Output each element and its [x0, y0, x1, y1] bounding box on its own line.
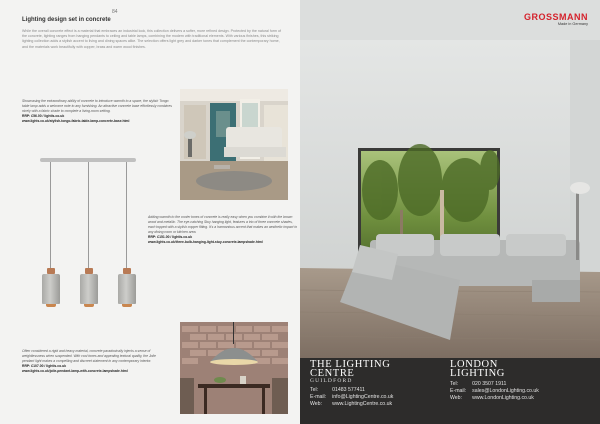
contact-label: Web: — [310, 401, 323, 408]
contact-label: E-mail: — [310, 394, 327, 401]
brick-wall-photo — [180, 322, 288, 414]
contact-label: E-mail: — [450, 388, 467, 395]
product-price: RRP: £151.00 / lightls.co.uk — [148, 235, 193, 239]
brand-tagline: Made in Germany — [557, 22, 588, 26]
product-price: RRP: £56.00 / lightls.co.uk — [22, 114, 65, 118]
product-link[interactable]: www.lights.co.uk/jolie-pendant-lamp-with-concrete-lampshade.html — [22, 369, 128, 373]
product-description: Adding warmth to the cooler tones of concrete is really easy when you combine it with the brown wood and metallic. The eye-catching Stuy hanging light, features a trio of three concrete shades, each topped with a stylish copper fitting. It's a harmonious accent that makes an aesthetic impact in any dining room or kitchen area. — [148, 215, 297, 234]
dealer-name — [450, 360, 595, 378]
dealer-name — [310, 360, 455, 378]
article-title: Lighting design set in concrete — [22, 17, 111, 23]
contact-label: Tel: — [450, 381, 459, 387]
contact-website[interactable]: www.LondonLighting.co.uk — [472, 395, 534, 402]
contact-phone[interactable]: 01483 577411 — [332, 387, 365, 393]
product-link[interactable]: www.lights.co.uk/stylish-tongo-fabric-table-lamp-concrete-base.html — [22, 119, 130, 123]
dealer-name-line: THE LIGHTING — [310, 359, 391, 370]
product-description: Showcasing the extraordinary ability of concrete to introduce warmth to a space, the stylish Tongo table lamp adds a welcome note to any furnishing. An attractive concrete base effortlessly combines nicely with a fabric shade to complete a living-room setting. — [22, 99, 172, 113]
dealer-london-lighting — [450, 358, 595, 424]
product-price: RRP: £107.00 / lightls.co.uk — [22, 364, 67, 368]
dealer-name-line: CENTRE — [310, 368, 355, 379]
dealer-name-line: LONDON — [450, 359, 498, 370]
pendant-wire — [50, 162, 51, 270]
concrete-shade — [118, 274, 136, 304]
dealer-lighting-centre — [310, 358, 455, 424]
contact-email[interactable]: info@LightingCentre.co.uk — [332, 394, 394, 401]
article-intro: While the overall concrete effect is a material that embraces an industrial look, this collection delivers a softer, more refined design. Protected by the natural form of the concrete, lighting ranges from hanging pendants to ceiling and table lamps, combining the modern with traditional elements. With various finishes, this striking lighting collection adds a stylish accent to living and dining spaces alike. The selection offers light grey and darker tones that complement the contemporary home, and the materials work beautifully with copper, brass and warm wood finishes. — [22, 29, 282, 49]
pendant-wire — [126, 162, 127, 270]
concrete-shade — [80, 274, 98, 304]
product-block-jolie — [22, 349, 167, 374]
copper-rim — [46, 304, 56, 307]
copper-rim — [84, 304, 94, 307]
brand-name: GROSSMANN — [523, 12, 588, 22]
brand-logo — [524, 12, 588, 26]
copper-rim — [122, 304, 132, 307]
page-number: 84 — [112, 9, 118, 15]
living-room-photo — [180, 89, 288, 200]
pendant-wire — [88, 162, 89, 270]
dealer-contacts — [450, 381, 545, 403]
contact-email[interactable]: sales@LondonLighting.co.uk — [472, 388, 539, 395]
dealer-name-line: LIGHTING — [450, 368, 505, 379]
product-block-stuy — [148, 215, 298, 245]
concrete-shade — [42, 274, 60, 304]
product-link[interactable]: www.lights.co.uk/three-bulb-hanging-light-stuy-concrete-lampshade.html — [148, 240, 263, 244]
contact-phone[interactable]: 020 3507 1911 — [472, 381, 507, 387]
dealer-location: GUILDFORD — [310, 378, 353, 384]
contact-label: Web: — [450, 395, 463, 402]
dealer-contacts — [310, 387, 399, 409]
dealer-bar — [300, 358, 600, 424]
product-description: Often considered a rigid and heavy material, concrete paradoxically injects a sense of weightlessness when suspended. With cool tones and appealing textural quality, the Jolie pendant light makes a compelling and discreet statement in any contemporary interior. — [22, 349, 156, 363]
contact-label: Tel: — [310, 387, 319, 393]
contact-website[interactable]: www.LightingCentre.co.uk — [332, 401, 393, 408]
product-block-tongo — [22, 99, 172, 124]
right-page — [300, 0, 600, 424]
grossmann-room-photo — [300, 40, 600, 358]
